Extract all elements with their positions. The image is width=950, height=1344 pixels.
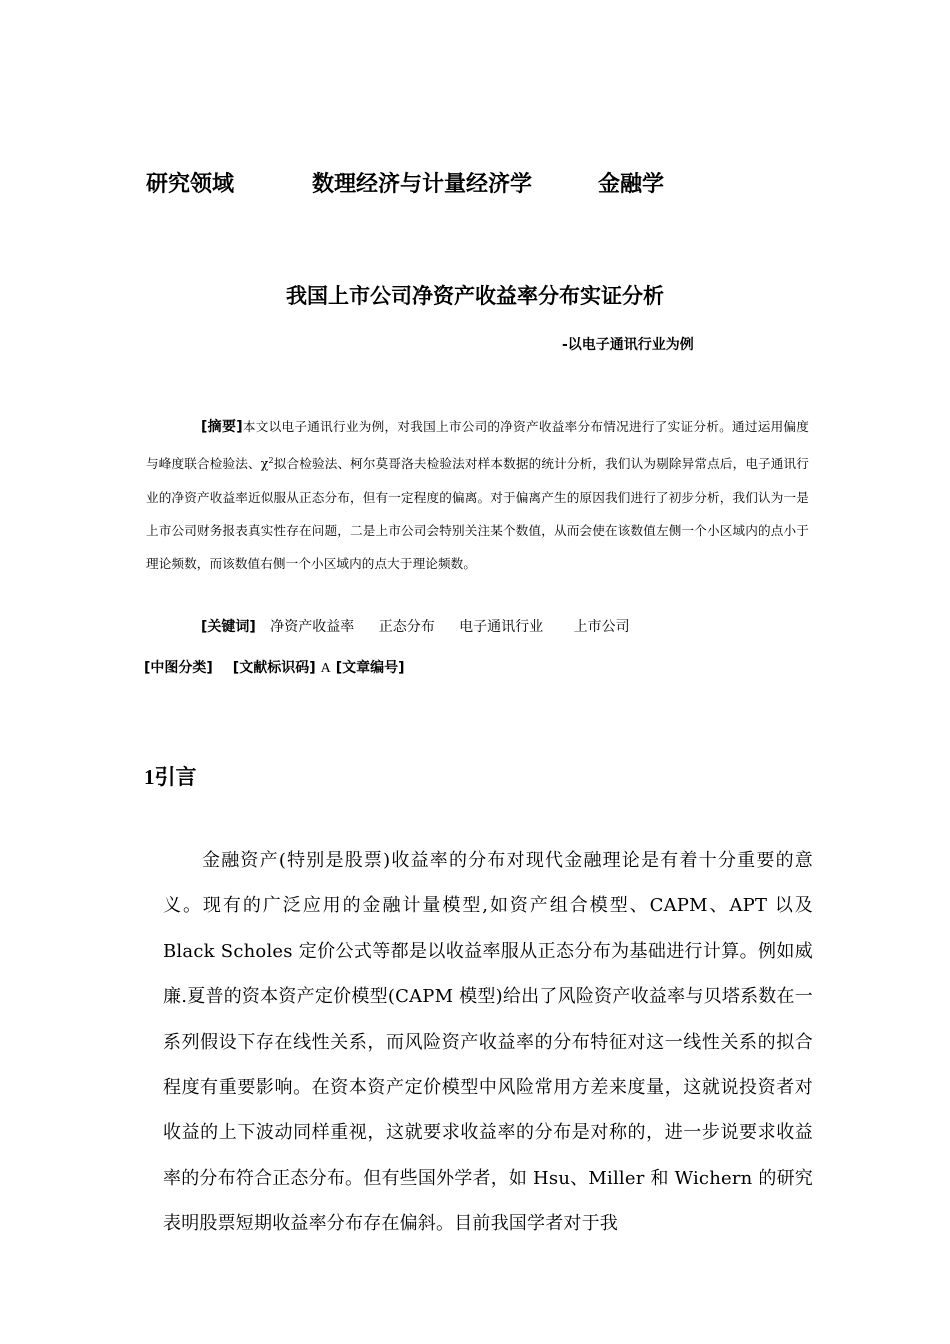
abstract-tag: [摘要] bbox=[201, 419, 243, 435]
section-title: 引言 bbox=[154, 764, 197, 789]
doc-code-value: A bbox=[320, 661, 331, 676]
classification-row bbox=[144, 655, 405, 682]
clc-label: [中图分类] bbox=[144, 660, 213, 676]
abstract-text-part-2: 拟合检验法、柯尔莫哥洛夫检验法对样本数据的统计分析，我们认为剔除异常点后，电子通讯行业的净资产收益率近似服从正态分布，但有一定程度的偏离。对于偏离产生的原因我们进行了初步分析，我们认为一是上市公司财务报表真实性存在问题，二是上市公司会特别关注某个数值，从而会使在该数值左侧一个小区域内的点小于理论频数，而该数值右侧一个小区域内的点大于理论频数。 bbox=[146, 456, 809, 572]
section-heading bbox=[144, 762, 197, 792]
article-number-label: [文章编号] bbox=[335, 660, 405, 676]
body-paragraph: 金融资产(特别是股票)收益率的分布对现代金融理论是有着十分重要的意义。现有的广泛应用的金融计量模型,如资产组合模型、CAPM、APT 以及 Black Scholes 定价公式等都是以收益率服从正态分布为基础进行计算。例如威廉.夏普的资本资产定价模型(CAPM 模型)给出了风险资产收益率与贝塔系数在一系列假设下存在线性关系，而风险资产收益率的分布特征对这一线性关系的拟合程度有重要影响。在资本资产定价模型中风险常用方差来度量，这就说投资者对收益的上下波动同样重视，这就要求收益率的分布是对称的，进一步说要求收益率的分布符合正态分布。但有些国外学者，如 Hsu、Miller 和 Wichern 的研究表明股票短期收益率分布存在偏斜。目前我国学者对于我 bbox=[163, 850, 813, 1235]
keyword-item: 电子通讯行业 bbox=[459, 619, 544, 635]
chi-symbol: χ bbox=[260, 456, 269, 472]
keywords-row bbox=[201, 614, 650, 640]
section-number: 1 bbox=[144, 765, 155, 789]
keyword-item: 上市公司 bbox=[573, 619, 630, 635]
chi-square-symbol bbox=[261, 456, 274, 471]
paper-title: 我国上市公司净资产收益率分布实证分析 bbox=[286, 284, 664, 308]
paper-subtitle: -以电子通讯行业为例 bbox=[562, 337, 694, 353]
keywords-tag: [关键词] bbox=[201, 619, 256, 635]
research-field-label: 研究领域 bbox=[146, 172, 235, 197]
doc-code-label: [文献标识码] bbox=[232, 660, 316, 676]
keyword-item: 净资产收益率 bbox=[270, 619, 355, 635]
research-field-value-1: 数理经济与计量经济学 bbox=[312, 172, 533, 197]
abstract-text-part-1: 本文以电子通讯行业为例，对我国上市公司的净资产收益率分布情况进行了实证分析。通过运用偏度与峰度联合检验法、 bbox=[146, 419, 809, 472]
abstract-paragraph bbox=[146, 410, 809, 581]
research-field-value-2: 金融学 bbox=[598, 172, 665, 197]
keyword-item: 正态分布 bbox=[378, 619, 435, 635]
chi-superscript: 2 bbox=[268, 456, 274, 466]
